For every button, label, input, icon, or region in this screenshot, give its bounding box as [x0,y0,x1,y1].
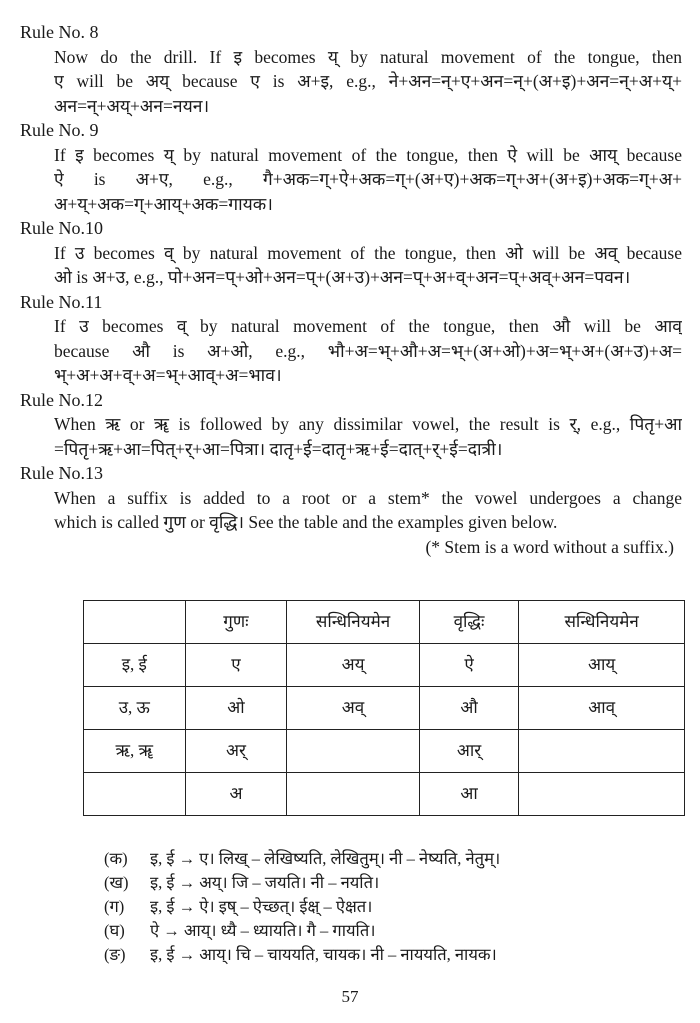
table-cell: आ [419,773,518,816]
rule-9-line-1: If इ becomes य् by natural movement of the tongue, then ऐ will be आय् because [54,144,682,165]
rule-13-line-2: which is called गुण or वृद्धि। See the table and the examples given below. [54,512,558,532]
table-header-row [84,601,685,644]
table-row [84,644,685,687]
table-cell: आव् [519,687,685,730]
rule-11-line-3: भ्+अ+अ+व्+अ=भ्+आव्+अ=भाव। [54,365,282,385]
example-text: इ, ई → ऐ। इष् – ऐच्छत्। ईक्ष् – ऐक्षत। [150,897,373,916]
list-item [104,943,664,967]
table-cell [287,773,420,816]
table-cell [519,730,685,773]
table-cell [287,730,420,773]
rule-9-line-3: अ+य्+अक=ग्+आय्+अक=गायक। [54,193,273,214]
table-header-cell: गुणः [185,601,287,644]
table-cell: अ [185,773,287,816]
table-header-cell: सन्धिनियमेन [287,601,420,644]
rule-8-line-3: अन=न्+अय्+अन=नयन। [54,95,210,116]
rule-9-title: Rule No. 9 [20,120,99,140]
example-text: ऐ → आय्। ध्यै – ध्यायति। गै – गायति। [150,921,376,940]
example-text: इ, ई → अय्। जि – जयति। नी – नयति। [150,873,380,892]
table-cell: ओ [185,687,287,730]
table-row [84,687,685,730]
table-cell: औ [419,687,518,730]
table-cell: अय् [287,644,420,687]
table-cell: उ, ऊ [84,687,186,730]
rule-12-line-1: When ऋ or ॠ is followed by any dissimilar vowel, the result is र्, e.g., पितृ+आ [54,414,682,434]
rule-12-body [54,412,682,461]
rules-section [20,20,682,559]
table-cell: ऐ [419,644,518,687]
example-marker: (घ) [104,921,125,940]
rule-12-line-2: =पितृ+ऋ+आ=पित्+र्+आ=पित्रा। दातृ+ई=दातृ+ऋ+ई=दात्+र्+ई=दात्री। [54,438,503,459]
page-number: 57 [341,987,359,1006]
table-row [84,773,685,816]
rule-9-body [54,143,682,217]
rule-9-line-2: ऐ is अ+ए, e.g., गै+अक=ग्+ऐ+अक=ग्+(अ+ए)+अक=ग्+अ+(अ+इ)+अक=ग्+अ+ [54,169,682,189]
rule-10-line-2: ओ is अ+उ, e.g., पो+अन=प्+ओ+अन=प्+(अ+उ)+अन=प्+अ+व्+अन=प्+अव्+अन=पवन। [54,267,631,287]
rule-11-line-2: because औ is अ+ओ, e.g., भौ+अ=भ्+औ+अ=भ्+(अ+ओ)+अ=भ्+अ+(अ+उ)+अ= [54,340,682,361]
rule-8-line-2: ए will be अय् because ए is अ+इ, e.g., ने+अन=न्+ए+अन=न्+(अ+इ)+अन=न्+अ+य्+ [54,71,682,91]
table-cell: ए [185,644,287,687]
examples-list [104,847,664,967]
table-cell: आर् [419,730,518,773]
rule-11-body [54,314,682,388]
table-cell: ऋ, ॠ [84,730,186,773]
rule-11-line-1: If उ becomes व् by natural movement of the tongue, then औ will be आव् [54,316,682,336]
table-header-cell: सन्धिनियमेन [519,601,685,644]
list-item [104,919,664,943]
rule-11-title: Rule No.11 [20,291,103,312]
table-cell: इ, ई [84,644,186,687]
rule-13-body [54,486,682,535]
rule-12-title: Rule No.12 [20,389,103,410]
table-header-cell [84,601,186,644]
example-text: इ, ई → ए। लिख् – लेखिष्यति, लेखितुम्। नी – नेष्यति, नेतुम्। [150,849,501,868]
example-text: इ, ई → आय्। चि – चाययति, चायक। नी – नाययति, नायक। [150,945,497,964]
table-cell [84,773,186,816]
example-marker: (ख) [104,873,129,892]
table-cell: आय् [519,644,685,687]
rule-8-title: Rule No. 8 [20,22,99,42]
rule-8-line-1: Now do the drill. If इ becomes य् by natural movement of the tongue, then [54,46,682,67]
table-header-cell: वृद्धिः [419,601,518,644]
rule-10-title: Rule No.10 [20,218,103,238]
table-row [84,730,685,773]
list-item [104,847,664,871]
rule-10-line-1: If उ becomes व् by natural movement of the tongue, then ओ will be अव् because [54,242,682,263]
example-marker: (ङ) [104,945,126,964]
list-item [104,895,664,919]
list-item [104,871,664,895]
example-marker: (ग) [104,897,125,916]
rule-13-title: Rule No.13 [20,463,103,483]
table-cell: अर् [185,730,287,773]
rule-10-body [54,241,682,290]
vowel-gradation-table [83,600,685,816]
example-marker: (क) [104,849,128,868]
rule-13-line-1: When a suffix is added to a root or a stem* the vowel undergoes a change [54,487,682,508]
rule-8-body [54,45,682,119]
table-cell [519,773,685,816]
table-cell: अव् [287,687,420,730]
stem-footnote: (* Stem is a word without a suffix.) [425,536,674,557]
